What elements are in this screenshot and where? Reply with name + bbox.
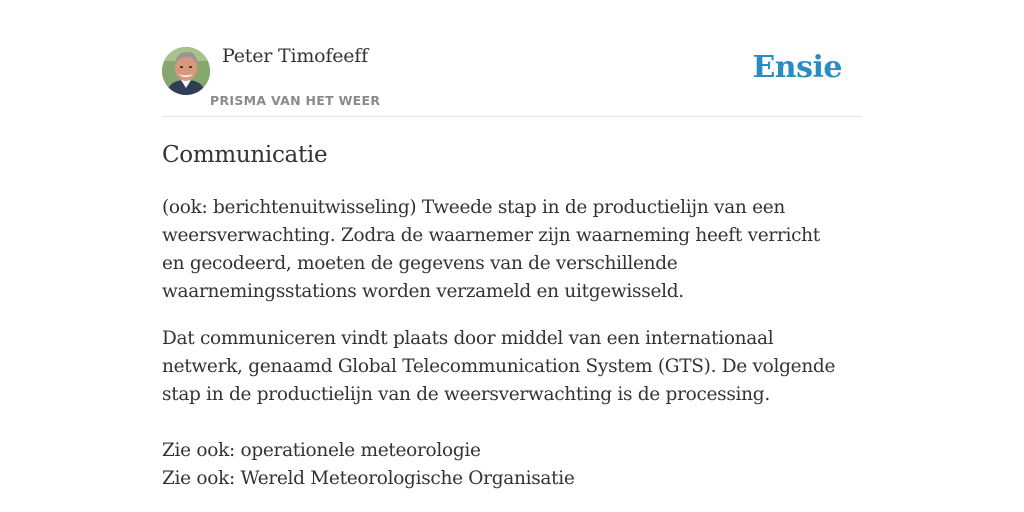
see-also-list — [162, 437, 842, 493]
avatar-photo — [162, 47, 210, 95]
article-paragraph: (ook: berichtenuitwisseling) Tweede stap in de productielijn van een weersverwachting. Zodra de waarnemer zijn waarneming heeft verricht en gecodeerd, moeten de gegevens van de verschillende waarnemingsstations worden verzameld en uitgewisseld. — [162, 197, 820, 302]
article-title: Communicatie — [162, 142, 328, 168]
author-avatar[interactable] — [162, 47, 210, 95]
author-name[interactable]: Peter Timofeeff — [222, 45, 368, 67]
ensie-logo[interactable]: Ensie — [752, 50, 842, 85]
source-label[interactable]: PRISMA VAN HET WEER — [210, 93, 381, 108]
header — [162, 0, 862, 117]
article — [162, 139, 842, 493]
article-paragraph: Dat communiceren vindt plaats door middel van een internationaal netwerk, genaamd Global Telecommunication System (GTS). De volgende stap in de productielijn van de weersverwachting is de processing. — [162, 328, 836, 405]
see-also-link[interactable]: Zie ook: operationele meteorologie — [162, 440, 481, 461]
see-also-link[interactable]: Zie ook: Wereld Meteorologische Organisatie — [162, 468, 575, 489]
